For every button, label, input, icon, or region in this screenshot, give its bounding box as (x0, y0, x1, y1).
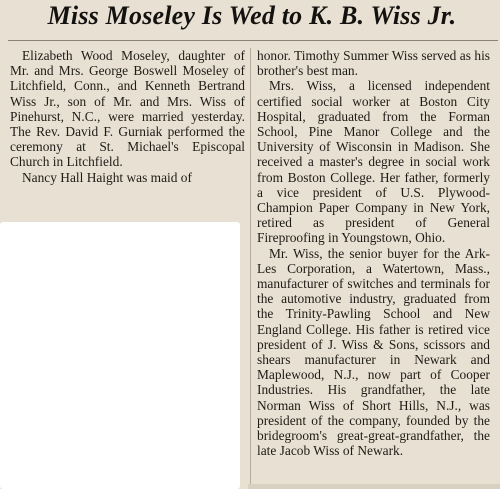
left-column (10, 48, 245, 185)
paragraph-groom-background: Mr. Wiss, the senior buyer for the Ark-Les Corporation, a Watertown, Mass., manufacturer of switches and terminals for the automotive industry, graduated from the Trinity-Pawling School and New England College. His father is retired vice president of J. Wiss & Sons, scissors and shears manufacturer in Newark and Maplewood, N.J., now part of Cooper Industries. His grandfather, the late Norman Wiss of Short Hills, N.J., was president of the company, founded by the bridegroom's great-great-grandfather, the late Jacob Wiss of Newark. (257, 245, 490, 459)
headline-rule (8, 40, 498, 41)
column-divider (250, 48, 251, 484)
paragraph-announcement: Elizabeth Wood Moseley, daughter of Mr. and Mrs. George Boswell Moseley of Litchfield, Conn., and Kenneth Bertrand Wiss Jr., son of Mr. and Mrs. Wiss of Pinehurst, N.C., were married yesterday. The Rev. David F. Gurniak performed the ceremony at St. Michael's Episcopal Church in Litchfield. (10, 48, 245, 170)
blank-region (0, 222, 240, 489)
right-column (257, 48, 490, 458)
paragraph-bride-background: Mrs. Wiss, a licensed independent certified social worker at Boston City Hospital, graduated from the Forman School, Pine Manor College and the University of Wisconsin in Madison. She received a master's degree in social work from Boston College. Her father, formerly a vice president of U.S. Plywood-Champion Paper Company in New York, retired as president of General Fireproofing in Youngstown, Ohio. (257, 78, 490, 246)
torn-bottom-edge (248, 484, 500, 489)
article-headline: Miss Moseley Is Wed to K. B. Wiss Jr. (47, 1, 457, 30)
paragraph-maid-of-honor: Nancy Hall Haight was maid of (22, 169, 192, 185)
paragraph-best-man: honor. Timothy Summer Wiss served as his brother's best man. (257, 48, 490, 79)
